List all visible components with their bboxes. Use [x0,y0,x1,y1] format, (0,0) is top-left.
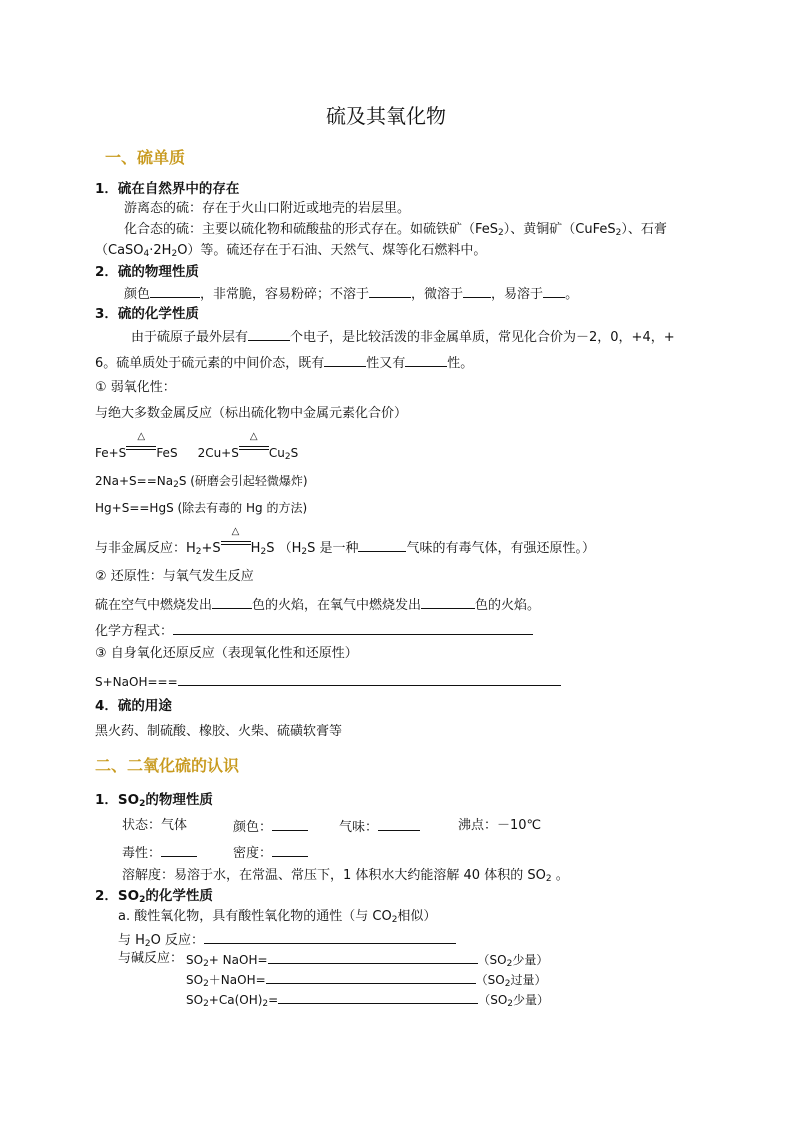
text-line: 6。硫单质处于硫元素的中间价态，既有 性又有 性。 [95,353,473,373]
text-line: 与 $H_2O$ 反应： [118,930,456,950]
blank[interactable] [272,843,308,857]
text-line: 化学方程式： [95,621,533,641]
section-heading-so2: 二、二氧化硫的认识 [95,756,240,775]
blank[interactable] [369,284,411,298]
section-heading-sulfur: 一、硫单质 [105,148,186,167]
answer-line[interactable] [204,930,456,944]
text-line: 化合态的硫：主要以硫化物和硫酸盐的形式存在。如硫铁矿（FeS$_2$）、黄铜矿（CuFeS$_2$）、石膏 [124,222,667,238]
text-line: 气味： [339,817,420,837]
blank[interactable] [248,327,290,341]
text-line: $(CaSO_4\cdot 2H_2O)$等。硫还存在于石油、天然气、煤等化石燃料中。 [95,243,487,259]
subsection-title: 2．硫的物理性质 [95,264,199,280]
text-line: 黑火药、制硫酸、橡胶、火柴、硫磺软膏等 [95,724,343,739]
blank[interactable] [272,817,308,831]
blank[interactable] [378,817,420,831]
blank[interactable] [463,284,491,298]
answer-line[interactable] [268,950,478,964]
subsection-title: 2．$SO_2$的化学性质 [95,888,213,905]
blank[interactable] [421,595,475,609]
text-line: 密度： [233,843,308,863]
text-line: a. 酸性氧化物，具有酸性氧化物的通性（与 $CO_2$相似） [118,909,437,925]
text-line: 游离态的硫：存在于火山口附近或地壳的岩层里。 [124,201,411,216]
subsection-title: 3．硫的化学性质 [95,306,199,322]
answer-line[interactable] [266,970,476,984]
blank[interactable] [324,353,366,367]
blank[interactable] [405,353,447,367]
answer-line[interactable] [173,621,533,635]
subsection-title: 4．硫的用途 [95,698,172,714]
answer-line[interactable] [278,990,478,1004]
blank[interactable] [543,284,565,298]
heat-arrow: △ [221,540,251,552]
equation-h2-s: 与非金属反应：$H_2+S$ △ $H_2S$ （$H_2S$ 是一种 气味的有毒气体，有强还原性。） [95,526,595,557]
text-line: ③ 自身氧化还原反应（表现氧化性和还原性） [95,646,358,661]
text-line: 由于硫原子最外层有 个电子，是比较活泼的非金属单质，常见化合价为－2，0，+4，+ [131,327,675,347]
text-line: 与碱反应： [118,951,184,966]
text-line: 状态：气体 [122,818,188,833]
blank[interactable] [150,284,200,298]
text-line: 毒性： [122,843,197,863]
heat-arrow: △ [126,445,156,457]
equation-so2-naoh-2: $SO_2+NaOH= (SO_2$过量） [186,970,546,989]
equation-na-s: $2Na+S==Na_2S$ (研磨会引起轻微爆炸) [95,474,308,490]
text-line: 颜色： [233,817,308,837]
text-line: 沸点：－10℃ [458,818,542,833]
blank[interactable] [161,843,197,857]
blank[interactable] [358,538,406,552]
page-title: 硫及其氧化物 [326,104,446,128]
heat-arrow: △ [239,445,269,457]
text-line: ① 弱氧化性： [95,380,176,395]
equation-fe-s: Fe+S △ FeS 2Cu+S △ $Cu_2S$ [95,431,299,462]
text-line: 硫在空气中燃烧发出 色的火焰，在氧气中燃烧发出 色的火焰。 [95,595,540,615]
subsection-title: 1．硫在自然界中的存在 [95,181,240,197]
text-line: ② 还原性：与氧气发生反应 [95,569,254,584]
equation-so2-naoh-1: $SO_2+$ NaOH= （$SO_2$少量） [186,950,548,969]
subsection-title: 1．$SO_2$的物理性质 [95,792,213,809]
text-line: S+NaOH=== [95,672,561,691]
equation-hg-s: Hg+S==HgS (除去有毒的 Hg 的方法) [95,501,308,515]
text-line: 溶解度：易溶于水，在常温、常压下，1 体积水大约能溶解 40 体积的 $SO_2$ 。 [122,868,569,884]
text-line: 颜色 ，非常脆，容易粉碎；不溶于 ，微溶于 ，易溶于 。 [124,284,578,304]
answer-line[interactable] [178,672,561,686]
text-line: 与绝大多数金属反应（标出硫化物中金属元素化合价） [95,406,408,421]
equation-so2-caoh2: $SO_2+Ca(OH)_2= (SO_2$少量） [186,990,549,1009]
blank[interactable] [212,595,252,609]
